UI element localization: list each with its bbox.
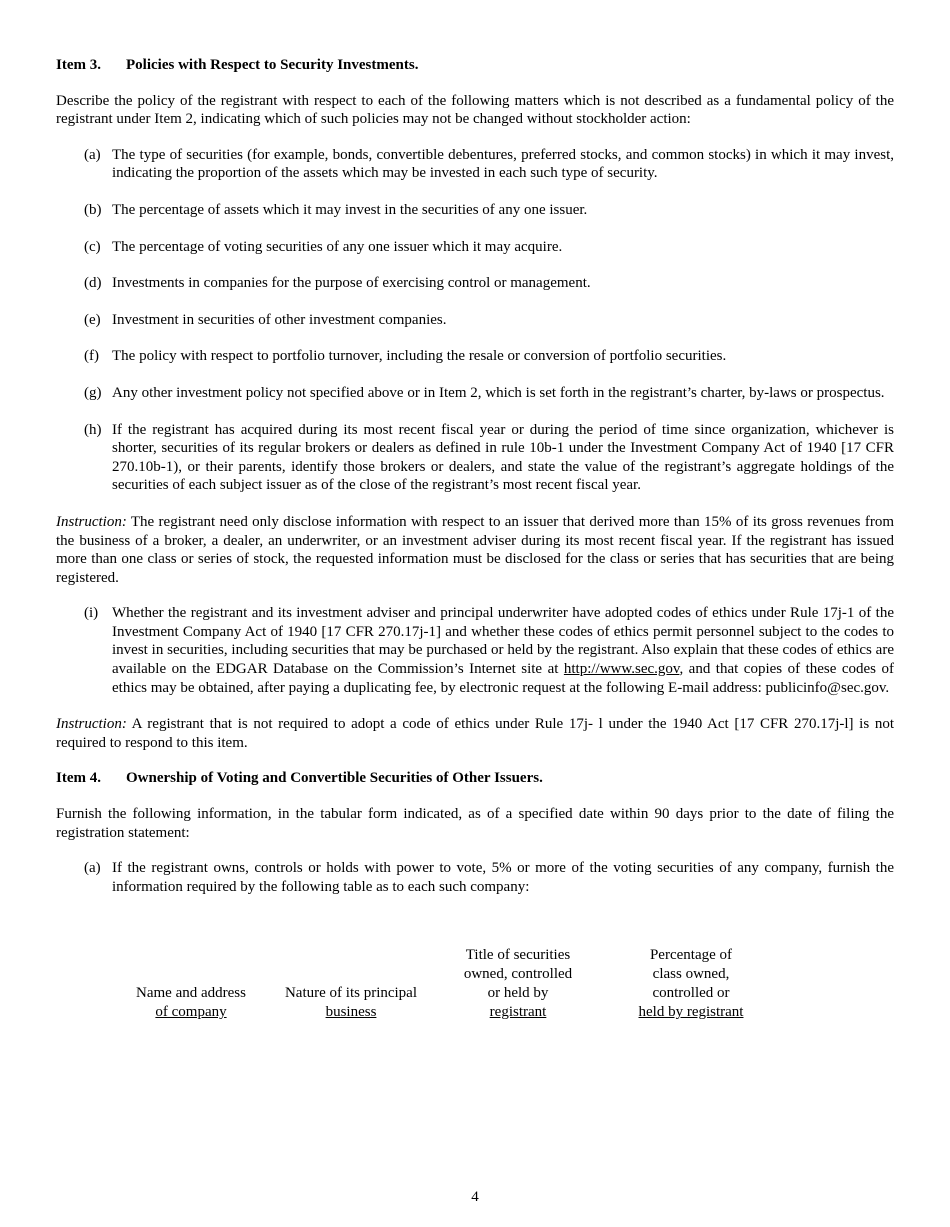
item-i-text-after: , and that copies of these codes of ethics may be obtained, after paying a duplicating fee, by electronic request at the following E-mail address: publicinfo@sec.gov. bbox=[112, 661, 895, 696]
list-item bbox=[56, 421, 894, 495]
item4-intro: Furnish the following information, in the tabular form indicated, as of a specified date within 90 days prior to the date of filing the registration statement: bbox=[56, 806, 894, 841]
column-header-underlined: registrant bbox=[489, 1004, 547, 1020]
item3-number: Item 3. bbox=[56, 57, 101, 73]
list-text: The type of securities (for example, bonds, convertible debentures, preferred stocks, and common stocks) in which it may invest, indicating the proportion of the assets which may be invested in each such type of security. bbox=[112, 146, 894, 182]
page-number: 4 bbox=[471, 1189, 479, 1205]
list-item bbox=[56, 347, 894, 366]
item-i-text-before: Whether the registrant and its investment adviser and principal underwriter have adopted codes of ethics under Rule 17j-1 of the Investment Company Act of 1940 [17 CFR 270.17j-1] and whether these codes of ethics permit personnel subject to the codes to invest in securities, including securities that may be purchased or held by the registrant. Also explain that these codes of ethics are available on the EDGAR Database on the Commission’s Internet site at bbox=[112, 605, 894, 678]
instruction-paragraph-1 bbox=[56, 513, 894, 587]
list-label: (h) bbox=[84, 421, 102, 438]
list-text: If the registrant owns, controls or holds with power to vote, 5% or more of the voting securities of any company, furnish the information required by the following table as to each such company: bbox=[112, 860, 894, 895]
list-label: (b) bbox=[84, 201, 102, 218]
list-label: (c) bbox=[84, 238, 101, 255]
item3-heading bbox=[56, 56, 894, 75]
list-label: (a) bbox=[84, 146, 101, 163]
column-header-title-securities bbox=[454, 946, 582, 1022]
list-text: The policy with respect to portfolio turnover, including the resale or conversion of portfolio securities. bbox=[112, 348, 727, 365]
column-header-nature-business bbox=[275, 984, 427, 1022]
list-label: (g) bbox=[84, 384, 102, 401]
ownership-table-header bbox=[56, 942, 894, 1022]
column-header-line: or held by bbox=[487, 985, 549, 1001]
instruction-text: A registrant that is not required to adopt a code of ethics under Rule 17j- l under the 1940 Act [17 CFR 270.17j-l] is not required to respond to this item. bbox=[56, 716, 894, 751]
item4-title: Ownership of Voting and Convertible Securities of Other Issuers. bbox=[126, 770, 543, 787]
item3-title: Policies with Respect to Security Investments. bbox=[126, 57, 419, 73]
sec-website-link[interactable]: http://www.sec.gov bbox=[563, 661, 680, 678]
list-label: (d) bbox=[84, 275, 102, 292]
column-header-percentage-class bbox=[626, 946, 756, 1022]
column-header-line: controlled or bbox=[652, 985, 730, 1001]
list-text: Any other investment policy not specified above or in Item 2, which is set forth in the registrant’s charter, by-laws or prospectus. bbox=[112, 384, 885, 401]
column-header-line: class owned, bbox=[652, 966, 730, 982]
instruction-label: Instruction: bbox=[56, 716, 127, 733]
list-item-i bbox=[56, 604, 894, 697]
list-item bbox=[56, 146, 894, 183]
list-item bbox=[56, 201, 894, 220]
item4-heading bbox=[56, 769, 894, 788]
list-label: (i) bbox=[84, 605, 99, 622]
list-item bbox=[56, 311, 894, 330]
list-text: Investments in companies for the purpose of exercising control or management. bbox=[112, 275, 591, 292]
list-label: (a) bbox=[84, 860, 101, 877]
instruction-paragraph-2 bbox=[56, 715, 894, 752]
column-header-name-address bbox=[127, 984, 255, 1022]
document-body bbox=[56, 56, 894, 914]
column-header-underlined: held by registrant bbox=[638, 1004, 744, 1020]
column-header-underlined: business bbox=[325, 1004, 377, 1020]
instruction-label: Instruction: bbox=[56, 513, 127, 530]
item3-intro: Describe the policy of the registrant with respect to each of the following matters which is not described as a fundamental policy of the registrant under Item 2, indicating which of such policies may not be changed without stockholder action: bbox=[56, 92, 894, 128]
column-header-line: Name and address bbox=[136, 985, 246, 1001]
column-header-underlined: of company bbox=[155, 1004, 227, 1020]
column-header-line: owned, controlled bbox=[463, 966, 573, 982]
list-label: (e) bbox=[84, 311, 101, 328]
list-item bbox=[56, 274, 894, 293]
item4-number: Item 4. bbox=[56, 770, 101, 787]
list-item bbox=[56, 238, 894, 257]
list-label: (f) bbox=[84, 348, 99, 365]
list-text: Investment in securities of other investment companies. bbox=[112, 311, 447, 328]
list-item bbox=[56, 384, 894, 403]
list-text: The percentage of assets which it may invest in the securities of any one issuer. bbox=[112, 201, 588, 218]
column-header-line: Nature of its principal bbox=[284, 985, 418, 1001]
column-header-line: Title of securities bbox=[465, 947, 571, 963]
list-item bbox=[56, 859, 894, 896]
list-text: If the registrant has acquired during its most recent fiscal year or during the period of time since organization, whichever is shorter, securities of its regular brokers or dealers as defined in rule 10b-1 under the Investment Company Act of 1940 [17 CFR 270.10b-1), or their parents, identify those brokers or dealers, and state the value of the registrant’s aggregate holdings of the securities of each subject issuer as of the close of the registrant’s most recent fiscal year. bbox=[112, 421, 894, 494]
instruction-text: The registrant need only disclose information with respect to an issuer that derived more than 15% of its gross revenues from the business of a broker, a dealer, an underwriter, or an investment adviser during its most recent fiscal year. If the registrant has issued more than one class or series of stock, the requested information must be disclosed for the class or series that has securities that are being registered. bbox=[56, 513, 894, 586]
list-text bbox=[112, 604, 894, 697]
column-header-line: Percentage of bbox=[649, 947, 733, 963]
list-text: The percentage of voting securities of any one issuer which it may acquire. bbox=[112, 238, 563, 255]
